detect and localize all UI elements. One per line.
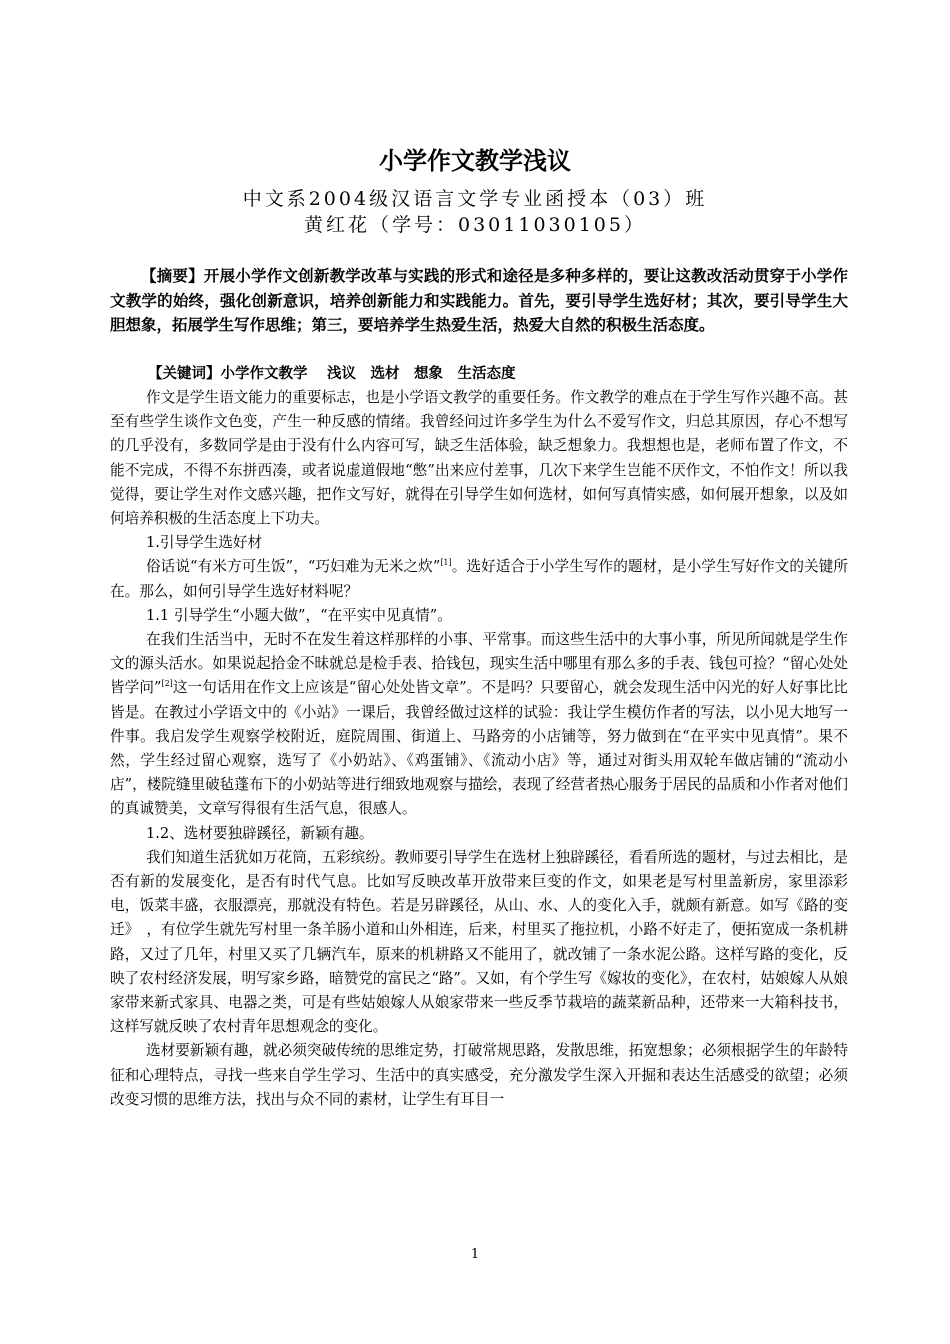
keywords: 【关键词】小学作文教学 浅议 选材 想象 生活态度: [148, 366, 516, 382]
paragraph-3-text-b: 这一句话用在作文上应该是“留心处处皆文章”。不是吗？只要留心，就会发现生活中闪光的好人好事比比皆是。在教过小学语文中的《小站》一课后，我曾经做过这样的试验：我让学生模仿作者的写法，以小见大地写一件事。我启发学生观察学校附近，庭院周围、街道上、马路旁的小店铺等，努力做到在“在平实中见真情”。果不然，学生经过留心观察，选写了《小奶站》、《鸡蛋铺》、《流动小店》等，通过对街头用双轮车做店铺的“流动小店”，楼院缝里破毡蓬布下的小奶站等进行细致地观察与描绘，表现了经营者热心服务于居民的品质和小作者对他们的真诚赞美，文章写得很有生活气息，很感人。: [110, 679, 848, 818]
reference-2: [2]: [161, 679, 173, 689]
paragraph-2: [110, 555, 848, 603]
body-text: [110, 386, 848, 1112]
paragraph-4: 我们知道生活犹如万花筒，五彩缤纷。教师要引导学生在选材上独辟蹊径，看看所选的题材，与过去相比，是否有新的发展变化，是否有时代气息。比如写反映改革开放带来巨变的作文，如果老是写村里盖新房，家里添彩电，饭菜丰盛，衣服漂亮，那就没有特色。若是另辟蹊径，从山、水、人的变化入手，就颇有新意。如写《路的变迁》 ，有位学生就先写村里一条羊肠小道和山外相连，后来，村里买了拖拉机，小路不好走了，便拓宽成一条机耕路，又过了几年，村里又买了几辆汽车，原来的机耕路又不能用了，就改铺了一条水泥公路。这样写路的变化，反映了农村经济发展，明写家乡路，暗赞党的富民之“路”。又如，有个学生写《嫁妆的变化》，在农村，姑娘嫁人从娘家带来新式家具、电器之类，可是有些姑娘嫁人从娘家带来一些反季节栽培的蔬菜新品种，还带来一大箱科技书，这样写就反映了农村青年思想观念的变化。: [110, 848, 848, 1036]
paragraph-2-text-a: 俗话说“有米方可生饭”，“巧妇难为无米之炊”: [146, 558, 441, 576]
paragraph-2-text-b: 。选好适合于小学生写作的题材，是小学生写好作文的关键所在。那么，如何引导学生选好材料呢？: [110, 558, 848, 600]
paragraph-3: [110, 628, 848, 822]
paragraph-3-text-a: 在我们生活当中，无时不在发生着这样那样的小事、平常事。而这些生活中的大事小事，所见所闻就是学生作文的源头活水。如果说起拾金不昧就总是检手表、拾钱包，现实生活中哪里有那么多的手表、钱包可捡？“留心处处皆学问”: [110, 631, 848, 697]
reference-1: [1]: [440, 558, 452, 568]
intro-paragraph: 作文是学生语文能力的重要标志，也是小学语文教学的重要任务。作文教学的难点在于学生写作兴趣不高。甚至有些学生谈作文色变，产生一种反感的情绪。我曾经问过许多学生为什么不爱写作文，归总其原因，存心不想写的几乎没有，多数同学是由于没有什么内容可写，缺乏生活体验，缺乏想象力。我想想也是，老师布置了作文，不能不完成，不得不东拼西凑，或者说虚道假地“憋”出来应付差事，几次下来学生岂能不厌作文，不怕作文！所以我觉得，要让学生对作文感兴趣，把作文写好，就得在引导学生如何选材，如何写真情实感，如何展开想象，以及如何培养积极的生活态度上下功夫。: [110, 389, 848, 528]
paragraph-5: 选材要新颖有趣，就必须突破传统的思维定势，打破常规思路，发散思维，拓宽想象；必须根据学生的年龄特征和心理特点，寻找一些来自学生学习、生活中的真实感受，充分激发学生深入开掘和表达生活感受的欲望；必须改变习惯的思维方法，找出与众不同的素材，让学生有耳目一: [110, 1042, 848, 1108]
section-heading-1: 1.引导学生选好材: [146, 534, 263, 552]
abstract: 【摘要】开展小学作文创新教学改革与实践的形式和途径是多种多样的，要让这教改活动贯穿于小学作文教学的始终，强化创新意识，培养创新能力和实践能力。首先，要引导学生选好材；其次，要引导学生大胆想象，拓展学生写作思维；第三，要培养学生热爱生活，热爱大自然的积极生活态度。: [110, 267, 848, 334]
section-heading-1-1: 1.1 引导学生“小题大做”，“在平实中见真情”。: [146, 606, 452, 624]
author-name: 黄红花（学号：03011030105）: [304, 214, 646, 236]
document-title: 小学作文教学浅议: [379, 147, 571, 175]
author-class: 中文系2004级汉语言文学专业函授本（03）班: [242, 188, 708, 210]
section-heading-1-2: 1.2、选材要独辟蹊径，新颖有趣。: [146, 824, 374, 842]
page-number: 1: [470, 1247, 480, 1262]
